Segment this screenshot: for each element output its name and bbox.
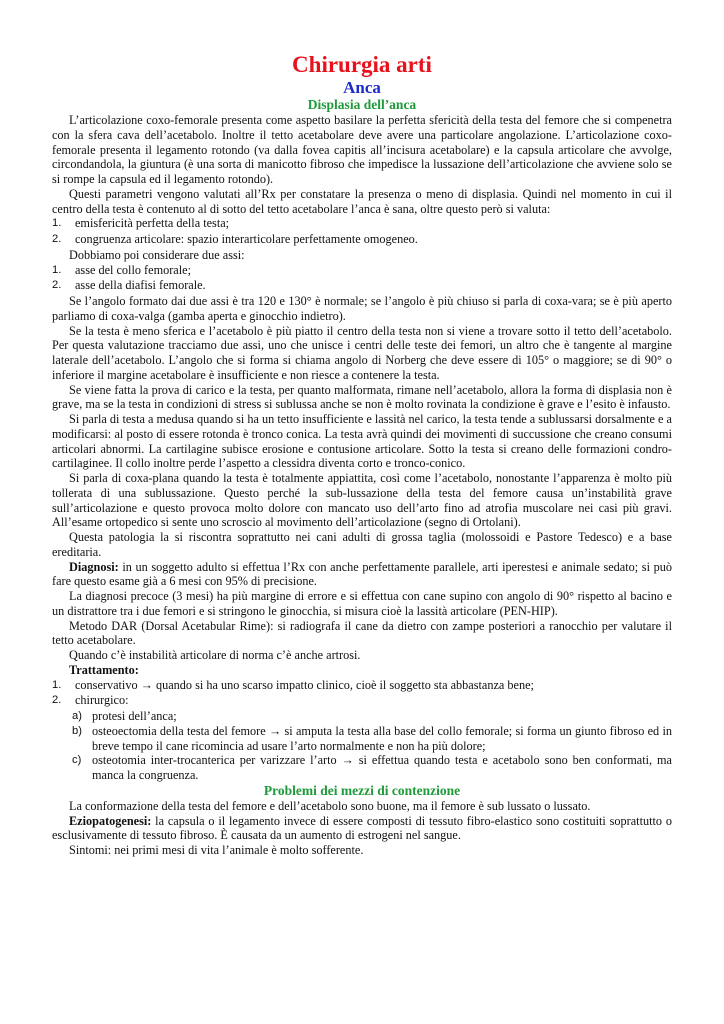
document-subtitle: Anca — [343, 78, 381, 97]
list-item-text: asse della diafisi femorale. — [75, 278, 206, 293]
numbered-list-valutazione — [52, 216, 672, 248]
list-item-text: emisfericità perfetta della testa; — [75, 216, 230, 231]
paragraph: Quando c’è instabilità articolare di norma c’è anche artrosi. — [69, 648, 361, 662]
paragraph-text: la capsula o il legamento invece di essere composti di tessuto fibro-elastico sono costituiti soprattutto o esclusivamente di tessuto fibroso. È causata da un aumento di estrogeni nel sangue. — [52, 813, 672, 843]
list-item — [52, 263, 672, 279]
paragraph-text: in un soggetto adulto si effettua l’Rx con anche perfettamente parallele, arti iperestesi e animale sedato; si può fare questo esame già a 6 mesi con 95% di precisione. — [52, 559, 672, 589]
label-eziopatogenesi: Eziopatogenesi: — [69, 813, 152, 828]
paragraph: La diagnosi precoce (3 mesi) ha più margine di errore e si effettua con cane supino con angolo di 90° rispetto al bacino e un distrattore tra i due femori e si stringono le ginocchia, si misura cioè la lassità articolare (PEN-HIP). — [52, 589, 672, 618]
paragraph: Metodo DAR (Dorsal Acetabular Rime): si radiografa il cane da dietro con zampe posteriori a ranocchio per valutare il tetto acetabolare. — [52, 618, 672, 648]
label-trattamento-text: Trattamento: — [69, 662, 139, 677]
paragraph: Questi parametri vengono valutati all’Rx per constatare la presenza o meno di displasia. Quindi nel momento in cui il centro della testa è contenuto al di sotto del tetto acetabolare l’anca è sana, oltre questo però si valuta: — [52, 186, 672, 216]
paragraph: Se l’angolo formato dai due assi è tra 120 e 130° è normale; se l’angolo è più chiuso si parla di coxa-vara; se è più aperto parliamo di coxa-valga (gamba aperta e ginocchio indietro). — [52, 294, 672, 323]
list-number: 2. — [52, 279, 62, 292]
label-diagnosi: Diagnosi: — [69, 559, 119, 574]
numbered-list-assi — [52, 263, 672, 295]
list-item-text: asse del collo femorale; — [75, 262, 191, 277]
list-item — [52, 753, 672, 783]
label-trattamento — [52, 663, 672, 678]
section-heading-displasia: Displasia dell’anca — [307, 97, 417, 112]
section-heading-contenzione: Problemi dei mezzi di contenzione — [263, 782, 461, 798]
list-number: 2. — [52, 694, 62, 707]
lettered-list-chirurgico — [52, 709, 672, 783]
list-number: 1. — [52, 263, 62, 276]
list-item — [52, 232, 672, 248]
document-title: Chirurgia arti — [292, 52, 432, 77]
paragraph: Si parla di testa a medusa quando si ha un tetto insufficiente e lassità nel carico, la testa tende a sublussarsi dorsalmente e a modificarsi: al posto di essere rotonda è tronco conica. La testa avrà quindi dei movimenti di succussione che creano consumi articolari abnormi. La cartilagine subisce erosione e contusione articolare. Sotto la testa si creano delle formazioni condro-cartilaginee. Il collo inoltre perde l’aspetto a clessidra diventa corto e tronco-conico. — [52, 412, 672, 471]
list-number: 2. — [52, 233, 62, 245]
list-item-text: osteotomia inter-trocanterica per varizzare l’arto → si effettua quando testa e acetabolo sono ben conformati, ma manca la congruenza. — [92, 753, 672, 782]
list-letter: a) — [72, 710, 82, 722]
list-item-text: chirurgico: — [75, 693, 129, 708]
list-number: 1. — [52, 217, 62, 230]
paragraph-eziopatogenesi — [52, 814, 672, 844]
paragraph: Se viene fatta la prova di carico e la testa, per quanto malformata, rimane nell’acetabolo, allora la forma di displasia non è grave, ma se la testa in condizioni di stress si sublussa anche se non è molto rovinata la condizione è grave e l’esito è infausto. — [52, 382, 672, 412]
paragraph: Si parla di coxa-plana quando la testa è totalmente appiattita, così come l’acetabolo, nonostante l’apparenza è molto più tollerata di una sublussazione. Questo perché la sub-lussazione della testa del femore causa un’instabilità grave sull’articolazione e questo provoca molto dolore con mancato uso dell’arto fino ad atrofia muscolare nei casi più gravi. All’esame ortopedico si sente uno scroscio al movimento dell’articolazione (segno di Ortolani). — [52, 471, 672, 530]
list-item — [52, 678, 672, 694]
paragraph: Dobbiamo poi considerare due assi: — [69, 247, 245, 262]
paragraph: L’articolazione coxo-femorale presenta come aspetto basilare la perfetta sfericità della testa del femore che si compenetra con la sfera cava dell’acetabolo. Inoltre il tetto acetabolare deve avere una particolare angolazione. L’articolazione coxo-femorale presenta il legamento rotondo (va dalla fovea capitis all’incisura acetabolare) e la capsula articolare che avvolge, circondandola, la giuntura (è una sorta di manicotto fibroso che impedisce la lussazione dell’articolazione che avviene solo se si rompe la capsula ed il legamento rotondo). — [52, 113, 672, 186]
list-item — [52, 693, 672, 709]
list-item-text: osteoectomia della testa del femore → si amputa la testa alla base del collo femorale; si forma un giunto fibroso ed in breve tempo il cane ricomincia ad usare l’arto normalmente e non ha più dolore; — [92, 723, 672, 753]
paragraph-diagnosi — [52, 560, 672, 590]
paragraph: Questa patologia la si riscontra soprattutto nei cani adulti di grossa taglia (molossoidi e Pastore Tedesco) e a base ereditaria. — [52, 530, 672, 559]
list-item-text: conservativo → quando si ha uno scarso impatto clinico, cioè il soggetto sta abbastanza bene; — [75, 677, 534, 692]
document-page — [52, 52, 672, 858]
list-letter: b) — [72, 724, 82, 737]
numbered-list-trattamento — [52, 678, 672, 710]
list-item-text: protesi dell’anca; — [92, 709, 177, 723]
list-item — [52, 709, 672, 724]
list-item-text: congruenza articolare: spazio interarticolare perfettamente omogeneo. — [75, 232, 418, 246]
list-item — [52, 724, 672, 754]
paragraph: La conformazione della testa del femore e dell’acetabolo sono buone, ma il femore è sub lussato o lussato. — [69, 798, 591, 813]
paragraph: Se la testa è meno sferica e l’acetabolo è più piatto il centro della testa non si viene a trovare sotto il tetto dell’acetabolo. Per questa valutazione tracciamo due assi, uno che unisce i centri delle teste dei femori, un altro che è tangente al margine laterale dell’acetabolo. L’angolo che si forma si chiama angolo di Norberg che deve essere di 105° o maggiore; se di 90° o inferiore il margine acetabolare è insufficiente e non riesce a contenere la testa. — [52, 323, 672, 382]
list-item — [52, 278, 672, 294]
list-letter: c) — [72, 754, 82, 767]
paragraph: Sintomi: nei primi mesi di vita l’animale è molto sofferente. — [69, 843, 364, 857]
list-item — [52, 216, 672, 232]
list-number: 1. — [52, 678, 62, 691]
